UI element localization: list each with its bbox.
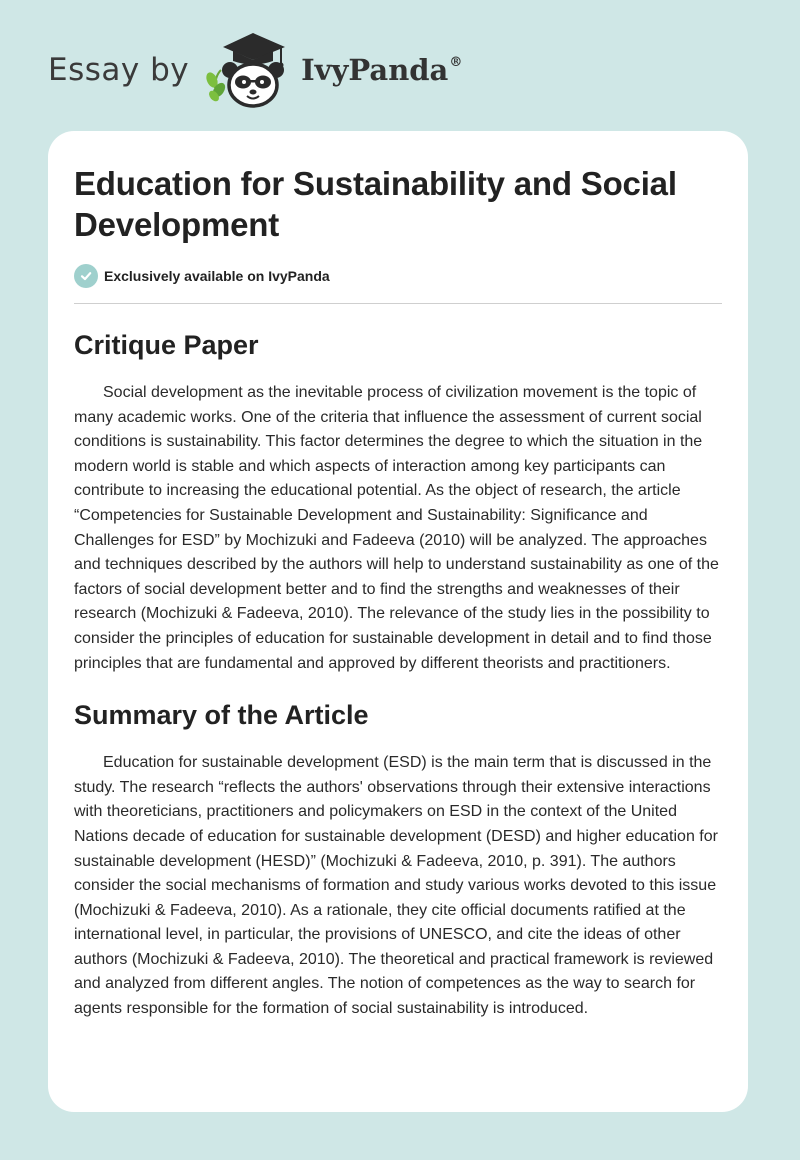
article-card [48, 131, 748, 1112]
paragraph-summary: Education for sustainable development (ESD) is the main term that is discussed in the study. The research “reflects the authors' observations through their extensive interactions with theoreticians, practitioners and policymakers on ESD in the context of the United Nations decade of education for sustainable development (DESD) and higher education for sustainable development (HESD)” (Mochizuki & Fadeeva, 2010, p. 391). The authors consider the social mechanisms of formation and study various works devoted to this issue (Mochizuki & Fadeeva, 2010). As a rationale, they cite official documents ratified at the international level, in particular, the provisions of UNESCO, and cite the ideas of other authors (Mochizuki & Fadeeva, 2010). The theoretical and practical framework is reviewed and analyzed from different angles. The notion of competences as the way to search for agents responsible for the formation of social sustainability is introduced. [74, 754, 718, 1018]
essay-by-label: Essay by [48, 52, 190, 88]
registered-mark: ® [449, 55, 463, 70]
exclusive-badge [74, 263, 722, 289]
article-title: Education for Sustainability and Social Development [74, 165, 677, 243]
divider [74, 303, 722, 304]
paragraph-critique: Social development as the inevitable process of civilization movement is the topic of many academic works. One of the criteria that influence the assessment of current social conditions is sustainability. This factor determines the degree to which the situation in the modern world is stable and which aspects of interaction among key participants can contribute to increasing the educational potential. As the object of research, the article “Competencies for Sustainable Development and Sustainability: Significance and Challenges for ESD” by Mochizuki and Fadeeva (2010) will be analyzed. The approaches and techniques described by the authors will help to understand sustainability as one of the factors of social development better and to find the strengths and weaknesses of their research (Mochizuki & Fadeeva, 2010). The relevance of the study lies in the possibility to consider the principles of education for sustainable development in detail and to find those principles that are fundamental and approved by different theorists and practitioners. [74, 384, 719, 672]
section-heading-critique: Critique Paper [74, 330, 259, 360]
site-header [48, 30, 462, 110]
panda-logo-icon [203, 30, 295, 110]
brand-name: IvyPanda® [301, 53, 463, 87]
section-heading-summary: Summary of the Article [74, 700, 369, 731]
exclusive-label: Exclusively available on IvyPanda [104, 268, 330, 284]
check-icon [74, 264, 98, 288]
